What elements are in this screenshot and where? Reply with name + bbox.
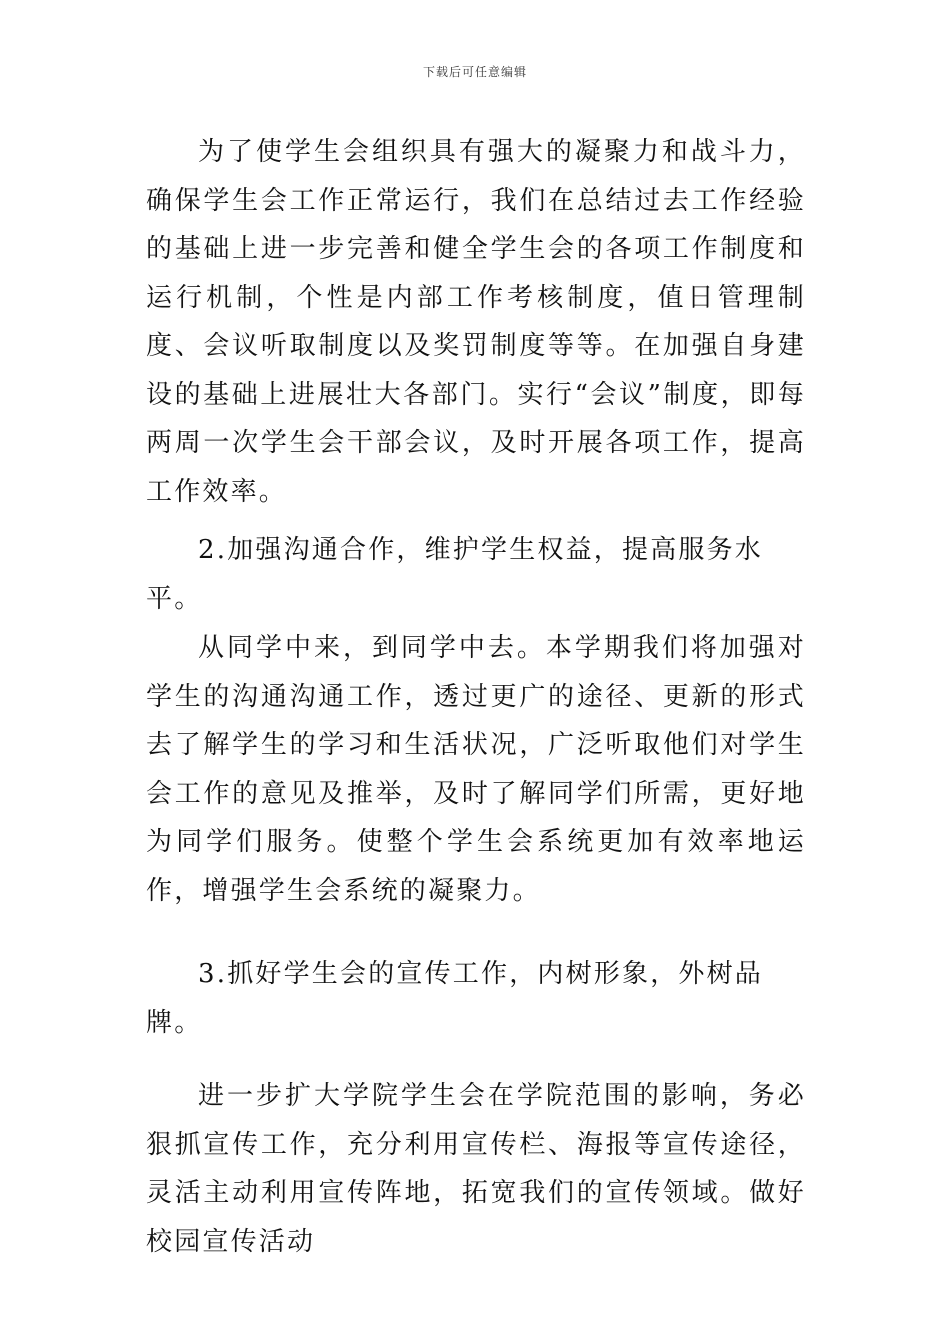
section-heading-3: 3.抓好学生会的宣传工作，内树形象，外树品牌。 — [146, 959, 764, 1038]
paragraph-publicity: 进一步扩大学院学生会在学院范围的影响，务必狠抓宣传工作，充分利用宣传栏、海报等宣传途径，灵活主动利用宣传阵地，拓宽我们的宣传领域。做好校园宣传活动 — [146, 1081, 806, 1257]
paragraph-communication: 从同学中来，到同学中去。本学期我们将加强对学生的沟通沟通工作，透过更广的途径、更新的形式去了解学生的学习和生活状况，广泛听取他们对学生会工作的意见及推举，及时了解同学们所需，更好地为同学们服务。使整个学生会系统更加有效率地运作，增强学生会系统的凝聚力。 — [146, 633, 806, 906]
paragraph-system-building: 为了使学生会组织具有强大的凝聚力和战斗力，确保学生会工作正常运行，我们在总结过去工作经验的基础上进一步完善和健全学生会的各项工作制度和运行机制，个性是内部工作考核制度，值日管理制度、会议听取制度以及奖罚制度等等。在加强自身建设的基础上进展壮大各部门。实行“会议”制度，即每两周一次学生会干部会议，及时开展各项工作，提高工作效率。 — [146, 137, 806, 507]
page-header-note: 下载后可任意编辑 — [422, 65, 527, 79]
section-heading-2: 2.加强沟通合作，维护学生权益，提高服务水平。 — [146, 535, 764, 614]
